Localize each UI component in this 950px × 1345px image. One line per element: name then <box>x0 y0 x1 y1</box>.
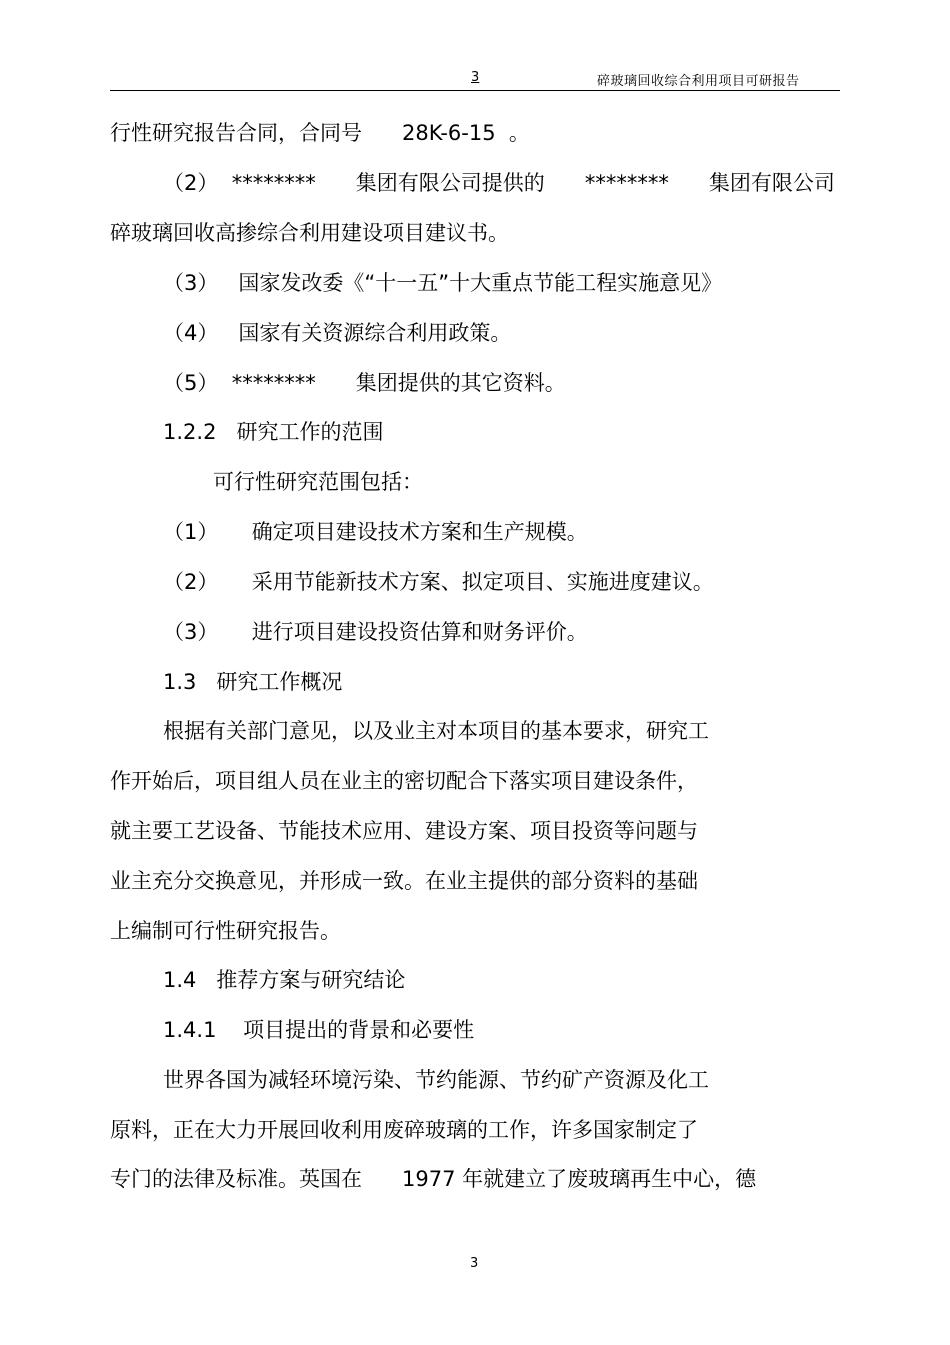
reference-item-2: （2） ******** 集团有限公司提供的 ******** 集团有限公司 <box>163 171 835 195</box>
page-header <box>110 68 840 91</box>
paragraph-1-3-line-2: 作开始后，项目组人员在业主的密切配合下落实项目建设条件， <box>110 769 698 793</box>
scope-item-2: （2） 采用节能新技术方案、拟定项目、实施进度建议。 <box>163 570 714 594</box>
body-line-3: 碎玻璃回收高掺综合利用建设项目建议书。 <box>110 221 509 245</box>
paragraph-1-4-1-line-3: 专门的法律及标准。英国在 1977 年就建立了废玻璃再生中心，德 <box>110 1167 757 1191</box>
section-heading-1-4-1: 1.4.1 项目提出的背景和必要性 <box>163 1018 475 1042</box>
scope-item-1: （1） 确定项目建设技术方案和生产规模。 <box>163 520 588 544</box>
section-heading-1-3: 1.3 研究工作概况 <box>163 670 343 694</box>
paragraph-1-3-line-4: 业主充分交换意见，并形成一致。在业主提供的部分资料的基础 <box>110 869 698 893</box>
footer-page-number: 3 <box>470 1256 479 1271</box>
reference-item-3: （3） 国家发改委《“十一五”十大重点节能工程实施意见》 <box>163 271 723 295</box>
paragraph-1-3-line-1: 根据有关部门意见，以及业主对本项目的基本要求，研究工 <box>163 719 709 743</box>
section-heading-1-4: 1.4 推荐方案与研究结论 <box>163 968 406 992</box>
paragraph-1-4-1-line-2: 原料，正在大力开展回收利用废碎玻璃的工作，许多国家制定了 <box>110 1118 698 1142</box>
reference-item-4: （4） 国家有关资源综合利用政策。 <box>163 321 512 345</box>
body-line-1: 行性研究报告合同，合同号 28K-6-15 。 <box>110 121 530 145</box>
section-heading-1-2-2: 1.2.2 研究工作的范围 <box>163 420 384 444</box>
paragraph-1-3-line-5: 上编制可行性研究报告。 <box>110 919 341 943</box>
paragraph-1-3-line-3: 就主要工艺设备、节能技术应用、建设方案、项目投资等问题与 <box>110 819 698 843</box>
scope-item-3: （3） 进行项目建设投资估算和财务评价。 <box>163 620 588 644</box>
body-line-scope-intro: 可行性研究范围包括： <box>213 470 423 494</box>
header-page-number: 3 <box>471 70 480 85</box>
reference-item-5: （5） ******** 集团提供的其它资料。 <box>163 371 566 395</box>
paragraph-1-4-1-line-1: 世界各国为减轻环境污染、节约能源、节约矿产资源及化工 <box>163 1068 709 1092</box>
header-document-title: 碎玻璃回收综合利用项目可研报告 <box>597 74 800 89</box>
